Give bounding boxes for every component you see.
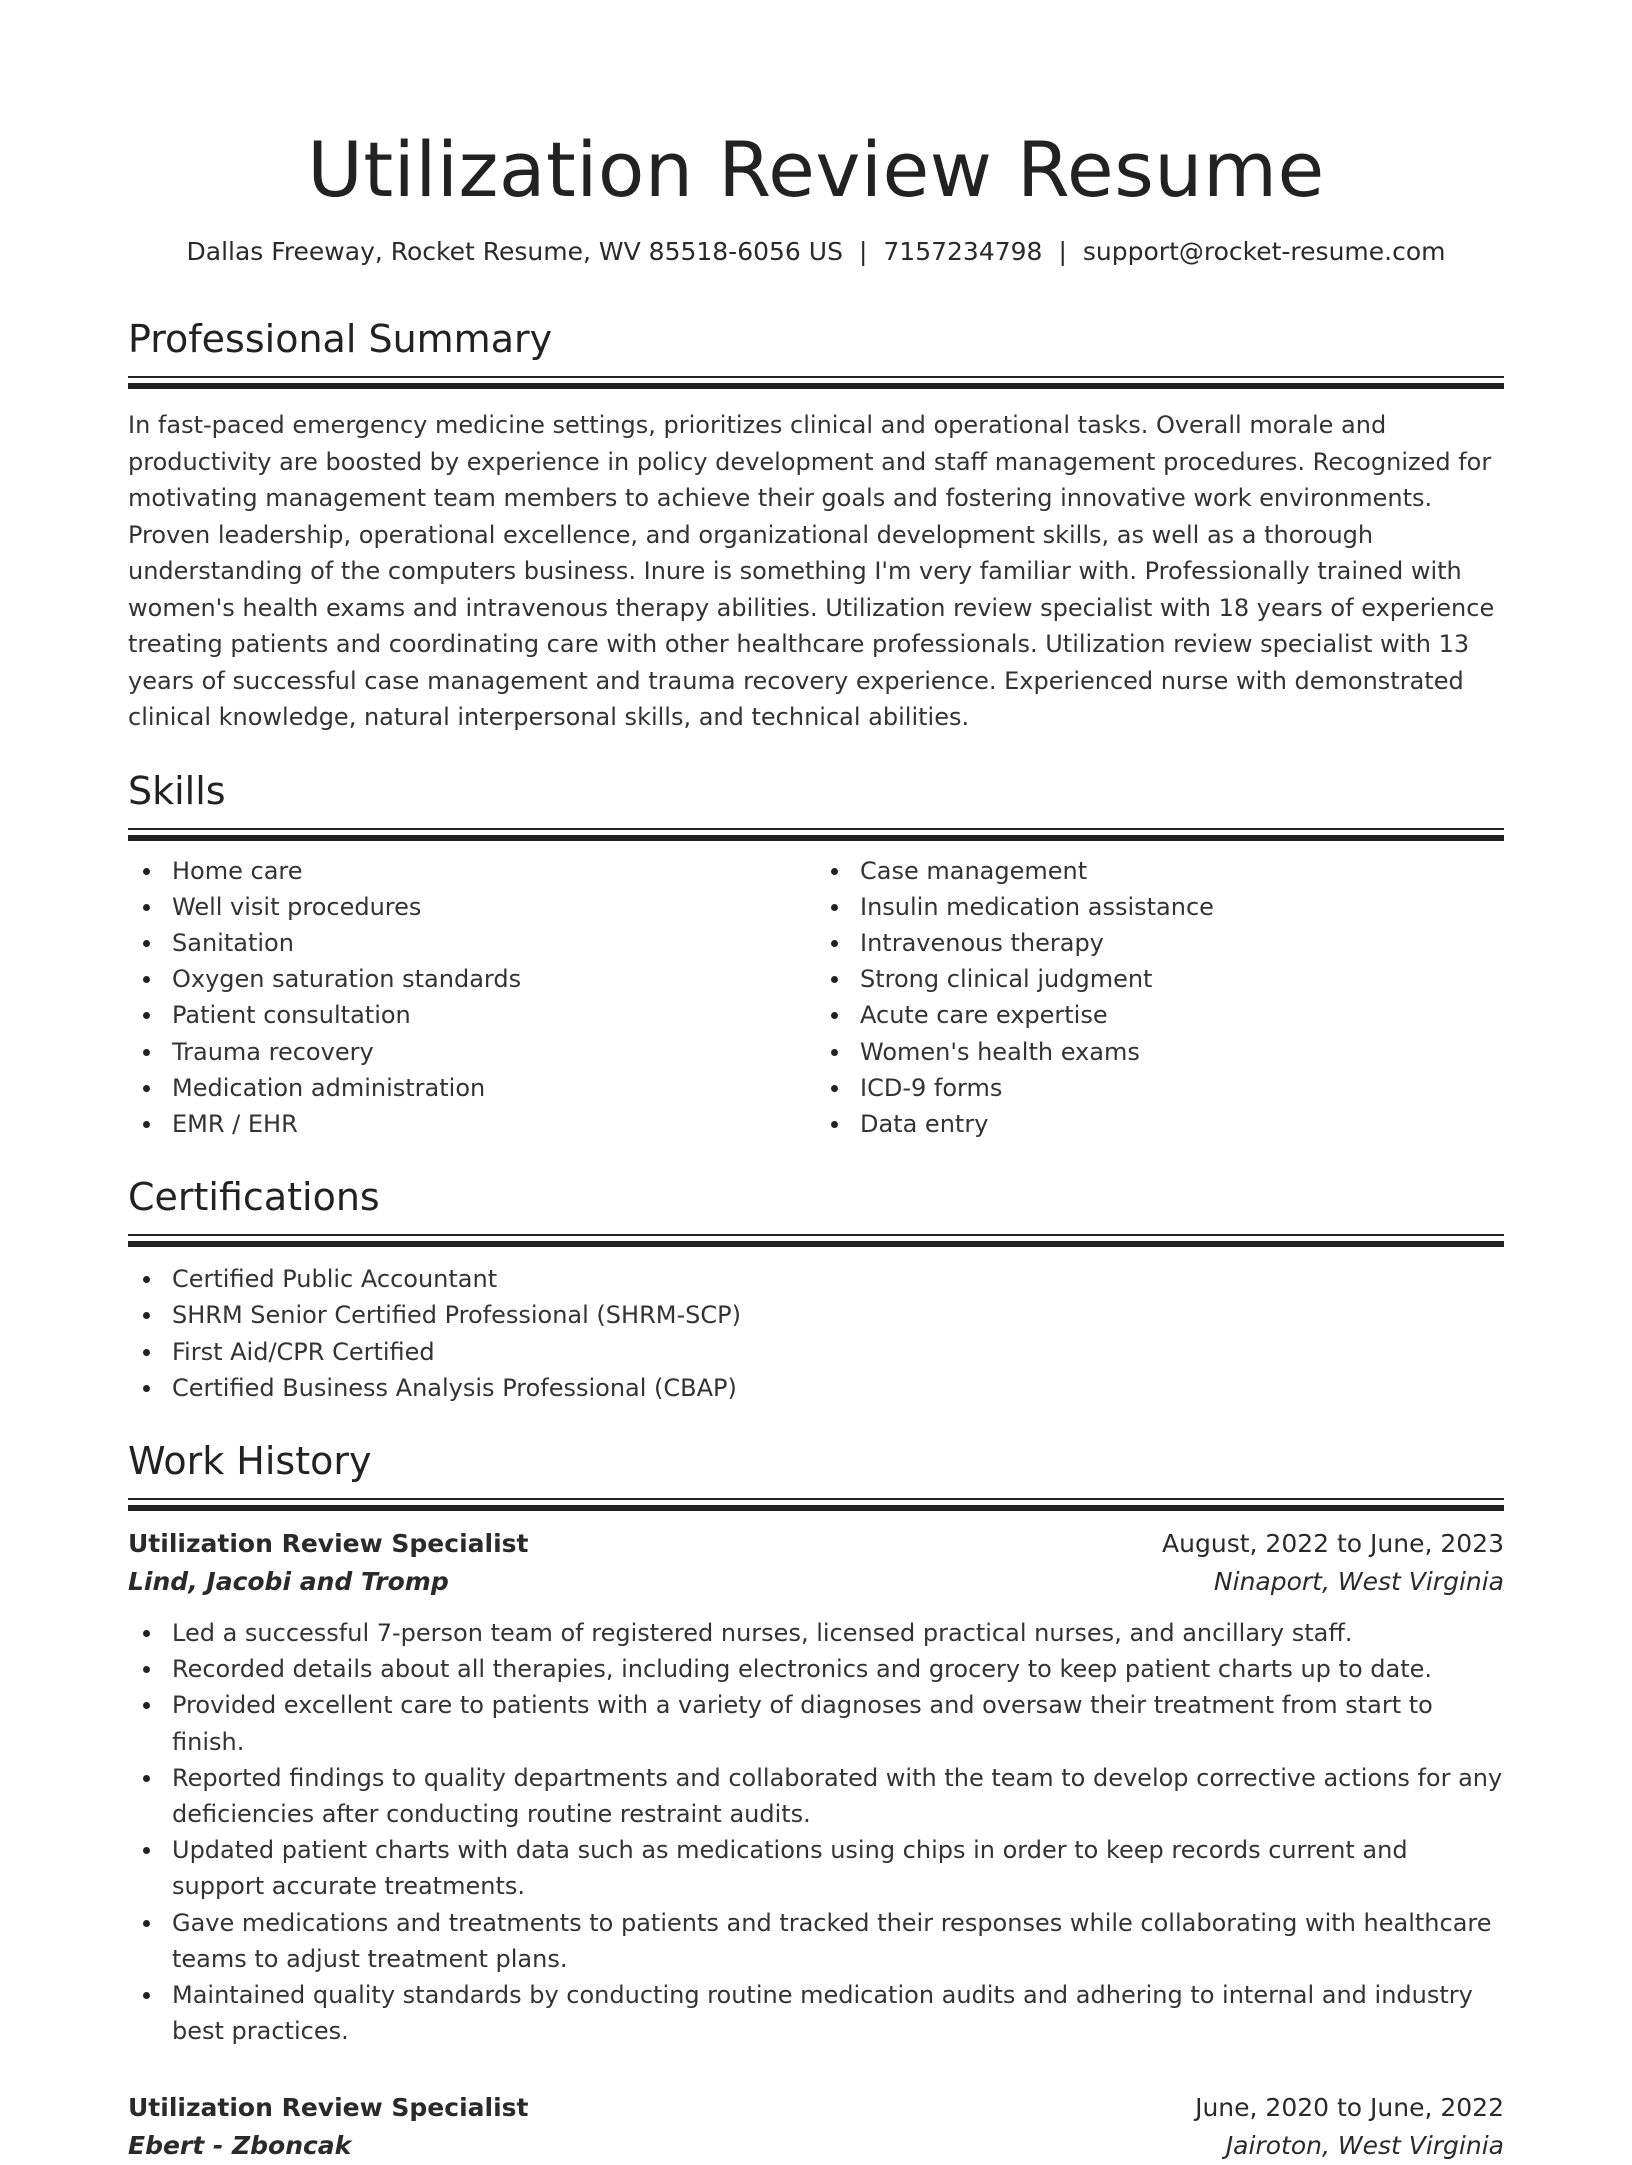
skill-item: Women's health exams [816, 1034, 1504, 1070]
skill-item: Strong clinical judgment [816, 961, 1504, 997]
skill-item: Medication administration [128, 1070, 816, 1106]
skill-item: Home care [128, 853, 816, 889]
skill-item: Insulin medication assistance [816, 889, 1504, 925]
job-entry [128, 1525, 1504, 2049]
contact-phone: 7157234798 [883, 237, 1043, 266]
job-entry [128, 2089, 1504, 2165]
skill-item: Well visit procedures [128, 889, 816, 925]
skill-item: ICD-9 forms [816, 1070, 1504, 1106]
certifications-section [128, 1172, 1504, 1406]
skill-item: Acute care expertise [816, 997, 1504, 1033]
skill-item: Patient consultation [128, 997, 816, 1033]
section-heading-certifications: Certifications [128, 1175, 380, 1220]
section-divider [128, 376, 1504, 378]
contact-line [128, 234, 1504, 270]
section-divider [128, 383, 1504, 389]
contact-separator: | [858, 237, 868, 266]
skill-item: Case management [816, 853, 1504, 889]
section-divider [128, 1498, 1504, 1500]
job-company-row [128, 1563, 1504, 1601]
job-duty-item: Reported findings to quality departments and collaborated with the team to develop corrective actions for any deficiencies after conducting routine restraint audits. [128, 1760, 1504, 1832]
job-header-row [128, 1525, 1504, 1563]
skill-item: Data entry [816, 1106, 1504, 1142]
certification-item: Certified Public Accountant [128, 1261, 1504, 1297]
skills-grid [128, 853, 1504, 1143]
section-divider [128, 1505, 1504, 1511]
job-company: Ebert - Zboncak [128, 2131, 352, 2161]
professional-summary-section [128, 314, 1504, 736]
work-history-section [128, 1436, 1504, 2165]
skill-item: Trauma recovery [128, 1034, 816, 1070]
skill-item: EMR / EHR [128, 1106, 816, 1142]
section-heading-skills: Skills [128, 768, 226, 813]
certification-item: SHRM Senior Certified Professional (SHRM-SCP) [128, 1297, 1504, 1333]
section-divider [128, 1234, 1504, 1236]
contact-separator: | [1058, 237, 1067, 266]
skill-item: Sanitation [128, 925, 816, 961]
certifications-list [128, 1261, 1504, 1406]
job-title: Utilization Review Specialist [128, 2093, 529, 2123]
job-location: Ninaport, West Virginia [1213, 1566, 1504, 1596]
contact-address: Dallas Freeway, Rocket Resume, WV 85518-6056 US [186, 237, 843, 266]
section-heading-work-history: Work History [128, 1438, 372, 1483]
skills-section [128, 766, 1504, 1143]
skill-item: Oxygen saturation standards [128, 961, 816, 997]
job-location: Jairoton, West Virginia [1225, 2131, 1504, 2161]
skill-item: Intravenous therapy [816, 925, 1504, 961]
job-header-row [128, 2089, 1504, 2127]
certification-item: First Aid/CPR Certified [128, 1334, 1504, 1370]
job-duty-item: Recorded details about all therapies, including electronics and grocery to keep patient charts up to date. [128, 1651, 1504, 1687]
job-dates: June, 2020 to June, 2022 [1195, 2093, 1504, 2123]
job-duty-item: Gave medications and treatments to patients and tracked their responses while collaborating with healthcare teams to adjust treatment plans. [128, 1905, 1504, 1977]
job-duty-item: Provided excellent care to patients with a variety of diagnoses and oversaw their treatment from start to finish. [128, 1687, 1504, 1759]
job-company-row [128, 2127, 1504, 2165]
job-duties-list [128, 1615, 1504, 2049]
page-title: Utilization Review Resume [307, 125, 1325, 214]
certification-item: Certified Business Analysis Professional (CBAP) [128, 1370, 1504, 1406]
job-company: Lind, Jacobi and Tromp [128, 1566, 449, 1596]
job-dates: August, 2022 to June, 2023 [1162, 1528, 1504, 1558]
section-divider [128, 828, 1504, 830]
summary-text: In fast-paced emergency medicine settings, prioritizes clinical and operational tasks. Overall morale and productivity are boosted by experience in policy development and staff management procedures. Recognized for motivating management team members to achieve their goals and fostering innovative work environments. Proven leadership, operational excellence, and organizational development skills, as well as a thorough understanding of the computers business. Inure is something I'm very familiar with. Professionally trained with women's health exams and intravenous therapy abilities. Utilization review specialist with 18 years of experience treating patients and coordinating care with other healthcare professionals. Utilization review specialist with 13 years of successful case management and trauma recovery experience. Experienced nurse with demonstrated clinical knowledge, natural interpersonal skills, and technical abilities. [128, 411, 1495, 731]
section-heading-summary: Professional Summary [128, 317, 553, 361]
section-divider [128, 835, 1504, 841]
job-title: Utilization Review Specialist [128, 1528, 529, 1558]
section-divider [128, 1241, 1504, 1247]
skills-list-right [816, 853, 1504, 1143]
contact-email: support@rocket-resume.com [1082, 237, 1446, 266]
skills-list-left [128, 853, 816, 1143]
job-duty-item: Updated patient charts with data such as medications using chips in order to keep records current and support accurate treatments. [128, 1832, 1504, 1904]
job-duty-item: Led a successful 7-person team of registered nurses, licensed practical nurses, and ancillary staff. [128, 1615, 1504, 1651]
job-duty-item: Maintained quality standards by conducting routine medication audits and adhering to internal and industry best practices. [128, 1977, 1504, 2049]
